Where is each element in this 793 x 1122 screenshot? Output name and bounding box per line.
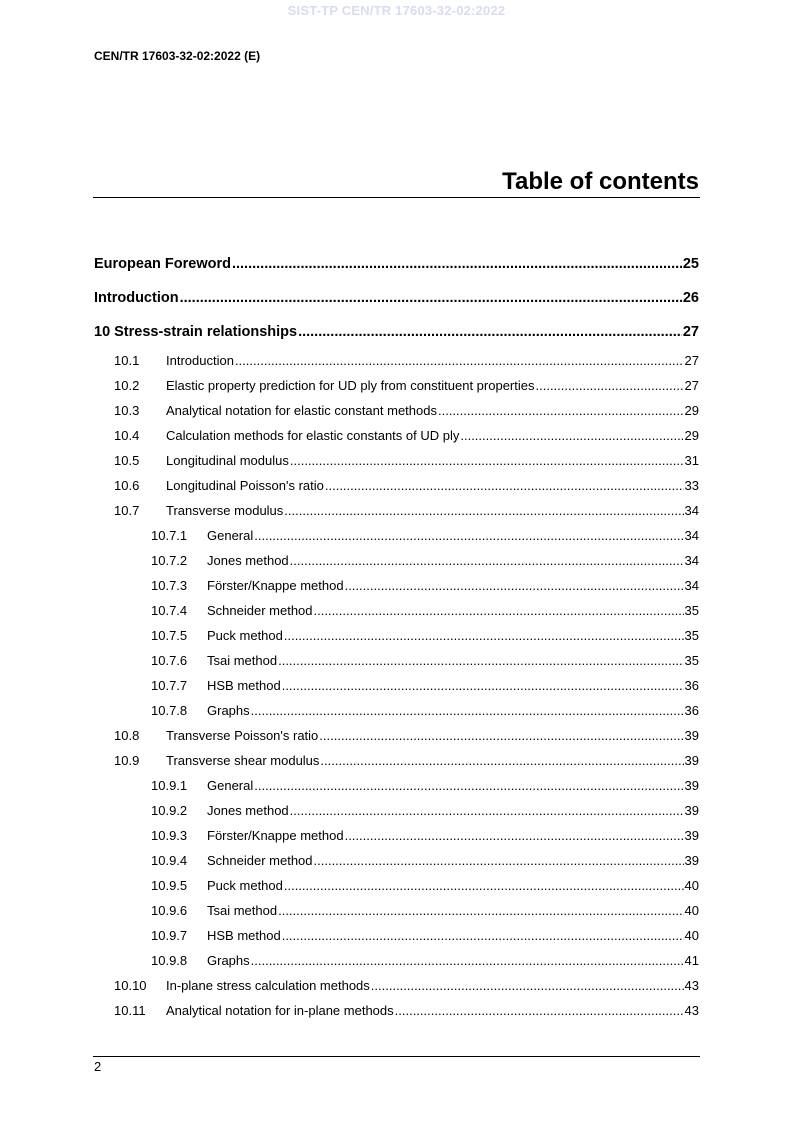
toc-entry[interactable] bbox=[94, 602, 699, 627]
toc-entry[interactable] bbox=[94, 852, 699, 877]
toc-dot-leader bbox=[254, 527, 683, 545]
toc-entry-label: Introduction bbox=[166, 353, 234, 368]
toc-entry-label: Introduction bbox=[94, 290, 179, 306]
toc-entry-page: 29 bbox=[684, 403, 699, 418]
toc-entry-page: 27 bbox=[682, 324, 699, 340]
toc-entry-number: 10.8 bbox=[114, 728, 140, 743]
toc-entry-label: HSB method bbox=[207, 678, 281, 693]
toc-entry-page: 36 bbox=[684, 678, 699, 693]
toc-dot-leader bbox=[536, 377, 684, 395]
toc-entry-label: Förster/Knappe method bbox=[207, 828, 344, 843]
page-title: Table of contents bbox=[502, 168, 699, 195]
toc-dot-leader bbox=[438, 402, 684, 420]
toc-entry-label: Transverse shear modulus bbox=[166, 753, 320, 768]
toc-entry-label: Calculation methods for elastic constants of UD ply bbox=[166, 428, 460, 443]
toc-entry[interactable] bbox=[94, 318, 699, 352]
toc-entry-page: 39 bbox=[684, 778, 699, 793]
toc-entry-page: 34 bbox=[684, 528, 699, 543]
toc-entry[interactable] bbox=[94, 702, 699, 727]
toc-entry-number: 10.7.4 bbox=[151, 603, 188, 618]
toc-entry-number: 10.7.7 bbox=[151, 678, 188, 693]
toc-entry-label: Schneider method bbox=[207, 603, 313, 618]
toc-entry-number: 10.9.5 bbox=[151, 878, 188, 893]
toc-entry-page: 40 bbox=[684, 903, 699, 918]
toc-dot-leader bbox=[251, 952, 684, 970]
toc-entry-label: Transverse Poisson's ratio bbox=[166, 728, 319, 743]
toc-entry-label: HSB method bbox=[207, 928, 281, 943]
toc-dot-leader bbox=[284, 877, 684, 895]
footer-divider bbox=[93, 1056, 700, 1057]
toc-entry-number: 10.9 bbox=[114, 753, 140, 768]
toc-entry[interactable] bbox=[94, 952, 699, 977]
toc-entry-label: Schneider method bbox=[207, 853, 313, 868]
toc-entry[interactable] bbox=[94, 902, 699, 927]
toc-entry-page: 34 bbox=[684, 578, 699, 593]
toc-entry[interactable] bbox=[94, 352, 699, 377]
toc-entry-page: 35 bbox=[684, 628, 699, 643]
toc-entry-label: European Foreword bbox=[94, 256, 231, 272]
toc-entry-label: General bbox=[207, 528, 254, 543]
toc-entry-number: 10.7.2 bbox=[151, 553, 188, 568]
toc-dot-leader bbox=[235, 352, 684, 370]
toc-entry-page: 34 bbox=[684, 553, 699, 568]
toc-dot-leader bbox=[180, 284, 682, 313]
table-of-contents bbox=[94, 250, 699, 1027]
title-divider bbox=[93, 197, 700, 198]
toc-entry-number: 10.9.3 bbox=[151, 828, 188, 843]
document-id-header: CEN/TR 17603-32-02:2022 (E) bbox=[94, 49, 261, 63]
toc-dot-leader bbox=[314, 602, 684, 620]
toc-entry-page: 26 bbox=[682, 290, 699, 306]
toc-entry[interactable] bbox=[94, 777, 699, 802]
toc-entry[interactable] bbox=[94, 877, 699, 902]
toc-entry-page: 33 bbox=[684, 478, 699, 493]
toc-entry-label: Analytical notation for in-plane methods bbox=[166, 1003, 394, 1018]
toc-entry-label: Förster/Knappe method bbox=[207, 578, 344, 593]
toc-entry-page: 41 bbox=[684, 953, 699, 968]
toc-entry-number: 10.7.6 bbox=[151, 653, 188, 668]
toc-entry-number: 10.11 bbox=[114, 1003, 146, 1018]
toc-entry[interactable] bbox=[94, 552, 699, 577]
toc-entry-page: 27 bbox=[684, 378, 699, 393]
toc-entry-label: Stress-strain relationships bbox=[114, 324, 298, 340]
toc-entry-number: 10 bbox=[94, 324, 111, 340]
toc-entry-number: 10.2 bbox=[114, 378, 140, 393]
toc-entry-page: 25 bbox=[682, 256, 699, 272]
toc-entry-label: In-plane stress calculation methods bbox=[166, 978, 370, 993]
toc-entry[interactable] bbox=[94, 802, 699, 827]
toc-entry-page: 27 bbox=[684, 353, 699, 368]
toc-entry[interactable] bbox=[94, 427, 699, 452]
toc-entry-page: 43 bbox=[684, 978, 699, 993]
toc-entry-number: 10.9.6 bbox=[151, 903, 188, 918]
toc-entry[interactable] bbox=[94, 527, 699, 552]
toc-entry[interactable] bbox=[94, 284, 699, 318]
toc-entry-label: Longitudinal Poisson's ratio bbox=[166, 478, 324, 493]
toc-entry-number: 10.5 bbox=[114, 453, 140, 468]
toc-entry[interactable] bbox=[94, 752, 699, 777]
toc-entry-label: Analytical notation for elastic constant methods bbox=[166, 403, 437, 418]
toc-entry-label: Jones method bbox=[207, 803, 289, 818]
toc-entry[interactable] bbox=[94, 1002, 699, 1027]
toc-dot-leader bbox=[284, 502, 683, 520]
toc-entry[interactable] bbox=[94, 652, 699, 677]
toc-dot-leader bbox=[251, 702, 684, 720]
toc-dot-leader bbox=[290, 452, 684, 470]
toc-entry-number: 10.9.2 bbox=[151, 803, 188, 818]
toc-entry-label: Puck method bbox=[207, 628, 283, 643]
toc-entry-number: 10.6 bbox=[114, 478, 140, 493]
toc-dot-leader bbox=[314, 852, 684, 870]
toc-entry-number: 10.7.8 bbox=[151, 703, 188, 718]
toc-dot-leader bbox=[278, 902, 683, 920]
toc-entry-page: 40 bbox=[684, 878, 699, 893]
toc-dot-leader bbox=[320, 752, 683, 770]
toc-dot-leader bbox=[319, 727, 683, 745]
toc-entry[interactable] bbox=[94, 627, 699, 652]
toc-entry[interactable] bbox=[94, 377, 699, 402]
toc-dot-leader bbox=[282, 677, 684, 695]
toc-dot-leader bbox=[298, 318, 682, 347]
toc-entry-number: 10.1 bbox=[114, 353, 140, 368]
toc-entry[interactable] bbox=[94, 727, 699, 752]
toc-entry-number: 10.9.4 bbox=[151, 853, 188, 868]
toc-entry[interactable] bbox=[94, 502, 699, 527]
toc-entry-page: 39 bbox=[684, 753, 699, 768]
watermark-text: SIST-TP CEN/TR 17603-32-02:2022 bbox=[287, 3, 506, 18]
toc-entry-page: 39 bbox=[684, 828, 699, 843]
toc-entry-page: 29 bbox=[684, 428, 699, 443]
toc-entry-page: 36 bbox=[684, 703, 699, 718]
page-number: 2 bbox=[94, 1059, 102, 1074]
toc-entry-page: 40 bbox=[684, 928, 699, 943]
toc-entry-number: 10.10 bbox=[114, 978, 147, 993]
toc-entry-label: Graphs bbox=[207, 953, 250, 968]
toc-entry[interactable] bbox=[94, 827, 699, 852]
toc-entry-number: 10.9.8 bbox=[151, 953, 188, 968]
toc-dot-leader bbox=[395, 1002, 684, 1020]
toc-entry[interactable] bbox=[94, 452, 699, 477]
toc-entry-number: 10.3 bbox=[114, 403, 140, 418]
toc-entry[interactable] bbox=[94, 577, 699, 602]
toc-entry-label: General bbox=[207, 778, 254, 793]
toc-entry-number: 10.4 bbox=[114, 428, 140, 443]
toc-entry-label: Puck method bbox=[207, 878, 283, 893]
toc-entry-page: 35 bbox=[684, 603, 699, 618]
toc-dot-leader bbox=[345, 577, 684, 595]
toc-entry-label: Tsai method bbox=[207, 903, 278, 918]
toc-entry-label: Graphs bbox=[207, 703, 250, 718]
toc-entry-page: 35 bbox=[684, 653, 699, 668]
toc-dot-leader bbox=[345, 827, 684, 845]
toc-dot-leader bbox=[284, 627, 684, 645]
toc-entry-number: 10.7.3 bbox=[151, 578, 188, 593]
toc-dot-leader bbox=[254, 777, 683, 795]
toc-entry-label: Longitudinal modulus bbox=[166, 453, 289, 468]
toc-dot-leader bbox=[282, 927, 684, 945]
toc-entry[interactable] bbox=[94, 927, 699, 952]
toc-entry-label: Elastic property prediction for UD ply from constituent properties bbox=[166, 378, 535, 393]
toc-entry[interactable] bbox=[94, 402, 699, 427]
toc-entry-number: 10.9.7 bbox=[151, 928, 188, 943]
toc-entry-page: 31 bbox=[684, 453, 699, 468]
toc-entry-number: 10.7 bbox=[114, 503, 140, 518]
toc-entry[interactable] bbox=[94, 250, 699, 284]
toc-entry-page: 34 bbox=[684, 503, 699, 518]
toc-entry-page: 39 bbox=[684, 803, 699, 818]
toc-entry-label: Transverse modulus bbox=[166, 503, 284, 518]
toc-dot-leader bbox=[325, 477, 684, 495]
toc-entry[interactable] bbox=[94, 477, 699, 502]
toc-entry[interactable] bbox=[94, 677, 699, 702]
toc-dot-leader bbox=[278, 652, 683, 670]
toc-entry-page: 43 bbox=[684, 1003, 699, 1018]
toc-entry-number: 10.7.5 bbox=[151, 628, 188, 643]
toc-entry-number: 10.7.1 bbox=[151, 528, 188, 543]
toc-entry-label: Jones method bbox=[207, 553, 289, 568]
toc-entry-label: Tsai method bbox=[207, 653, 278, 668]
toc-dot-leader bbox=[290, 802, 684, 820]
toc-entry[interactable] bbox=[94, 977, 699, 1002]
toc-dot-leader bbox=[290, 552, 684, 570]
toc-entry-number: 10.9.1 bbox=[151, 778, 188, 793]
toc-entry-page: 39 bbox=[684, 728, 699, 743]
toc-dot-leader bbox=[232, 250, 682, 279]
toc-dot-leader bbox=[371, 977, 684, 995]
toc-dot-leader bbox=[460, 427, 683, 445]
toc-entry-page: 39 bbox=[684, 853, 699, 868]
